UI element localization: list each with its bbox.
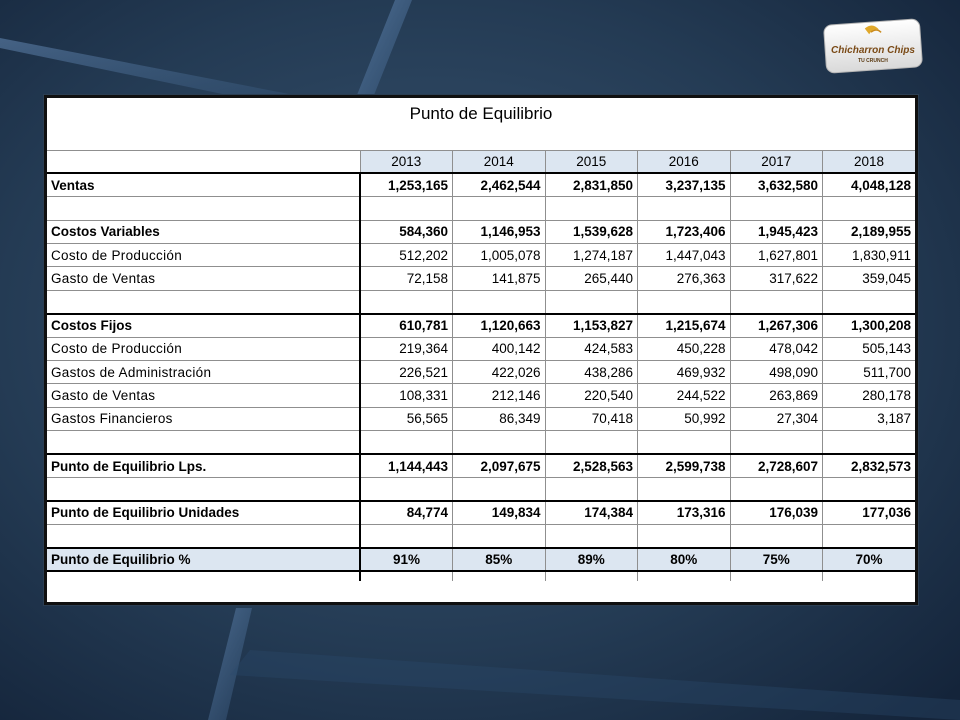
year-header: 2013 [360,150,453,173]
value-cell: 438,286 [545,361,638,384]
value-cell: 86,349 [453,407,546,430]
year-header: 2014 [453,150,546,173]
spacer-row [47,431,915,454]
value-cell: 70,418 [545,407,638,430]
value-cell: 50,992 [638,407,731,430]
value-cell: 2,528,563 [545,454,638,477]
value-cell: 511,700 [823,361,916,384]
header-blank-cell [47,150,360,173]
value-cell: 176,039 [730,501,823,524]
value-cell: 72,158 [360,267,453,290]
row-punto-equilibrio-lps [47,454,915,477]
row-ventas [47,173,915,196]
spacer-row [47,290,915,313]
breakeven-table-container [44,95,918,605]
value-cell: 1,539,628 [545,220,638,243]
value-cell: 2,831,850 [545,173,638,196]
value-cell: 220,540 [545,384,638,407]
value-cell: 141,875 [453,267,546,290]
value-cell: 56,565 [360,407,453,430]
row-label: Costo de Producción [47,244,360,267]
value-cell: 1,274,187 [545,244,638,267]
row-label: Gastos Financieros [47,407,360,430]
value-cell: 424,583 [545,337,638,360]
value-cell: 1,447,043 [638,244,731,267]
value-cell: 400,142 [453,337,546,360]
value-cell: 1,267,306 [730,314,823,337]
value-cell: 70% [823,548,916,571]
value-cell: 1,144,443 [360,454,453,477]
value-cell: 263,869 [730,384,823,407]
value-cell: 1,830,911 [823,244,916,267]
value-cell: 244,522 [638,384,731,407]
brand-logo-text: Chicharron Chips [831,45,915,56]
row-label: Gasto de Ventas [47,384,360,407]
value-cell: 4,048,128 [823,173,916,196]
value-cell: 422,026 [453,361,546,384]
value-cell: 1,253,165 [360,173,453,196]
value-cell: 498,090 [730,361,823,384]
row-label: Gasto de Ventas [47,267,360,290]
value-cell: 1,153,827 [545,314,638,337]
row-cf-gasto-ventas [47,384,915,407]
spacer-row [47,524,915,547]
value-cell: 469,932 [638,361,731,384]
value-cell: 478,042 [730,337,823,360]
title-row [47,98,915,150]
value-cell: 265,440 [545,267,638,290]
value-cell: 226,521 [360,361,453,384]
row-costos-fijos [47,314,915,337]
value-cell: 75% [730,548,823,571]
row-label: Costos Variables [47,220,360,243]
value-cell: 584,360 [360,220,453,243]
value-cell: 1,627,801 [730,244,823,267]
value-cell: 85% [453,548,546,571]
value-cell: 610,781 [360,314,453,337]
row-cf-costo-produccion [47,337,915,360]
value-cell: 1,723,406 [638,220,731,243]
value-cell: 149,834 [453,501,546,524]
year-header: 2016 [638,150,731,173]
row-label: Gastos de Administración [47,361,360,384]
table-title: Punto de Equilibrio [47,98,915,150]
row-cf-gastos-administracion [47,361,915,384]
value-cell: 512,202 [360,244,453,267]
value-cell: 212,146 [453,384,546,407]
value-cell: 80% [638,548,731,571]
spacer-row [47,197,915,220]
tail-row [47,571,915,581]
value-cell: 219,364 [360,337,453,360]
value-cell: 2,462,544 [453,173,546,196]
brand-logo [822,18,924,74]
row-cv-costo-produccion [47,244,915,267]
value-cell: 1,215,674 [638,314,731,337]
year-header: 2017 [730,150,823,173]
value-cell: 1,005,078 [453,244,546,267]
row-label: Punto de Equilibrio Lps. [47,454,360,477]
value-cell: 1,300,208 [823,314,916,337]
value-cell: 2,599,738 [638,454,731,477]
value-cell: 3,632,580 [730,173,823,196]
value-cell: 91% [360,548,453,571]
row-label: Costos Fijos [47,314,360,337]
value-cell: 2,832,573 [823,454,916,477]
value-cell: 89% [545,548,638,571]
value-cell: 84,774 [360,501,453,524]
value-cell: 317,622 [730,267,823,290]
value-cell: 3,237,135 [638,173,731,196]
value-cell: 1,146,953 [453,220,546,243]
value-cell: 359,045 [823,267,916,290]
value-cell: 173,316 [638,501,731,524]
value-cell: 1,120,663 [453,314,546,337]
row-cf-gastos-financieros [47,407,915,430]
value-cell: 2,189,955 [823,220,916,243]
value-cell: 280,178 [823,384,916,407]
value-cell: 3,187 [823,407,916,430]
value-cell: 27,304 [730,407,823,430]
row-label: Punto de Equilibrio Unidades [47,501,360,524]
spacer-row [47,477,915,500]
row-punto-equilibrio-unidades [47,501,915,524]
row-label: Costo de Producción [47,337,360,360]
value-cell: 2,097,675 [453,454,546,477]
breakeven-table [47,98,915,581]
value-cell: 276,363 [638,267,731,290]
value-cell: 174,384 [545,501,638,524]
row-label: Punto de Equilibrio % [47,548,360,571]
brand-logo-badge [822,18,924,74]
year-header: 2018 [823,150,916,173]
year-header: 2015 [545,150,638,173]
value-cell: 450,228 [638,337,731,360]
value-cell: 505,143 [823,337,916,360]
value-cell: 2,728,607 [730,454,823,477]
row-punto-equilibrio-pct [47,548,915,571]
value-cell: 177,036 [823,501,916,524]
year-header-row [47,150,915,173]
value-cell: 108,331 [360,384,453,407]
brand-logo-subtext: TU CRUNCH [858,58,888,64]
value-cell: 1,945,423 [730,220,823,243]
row-label: Ventas [47,173,360,196]
row-cv-gasto-ventas [47,267,915,290]
row-costos-variables [47,220,915,243]
